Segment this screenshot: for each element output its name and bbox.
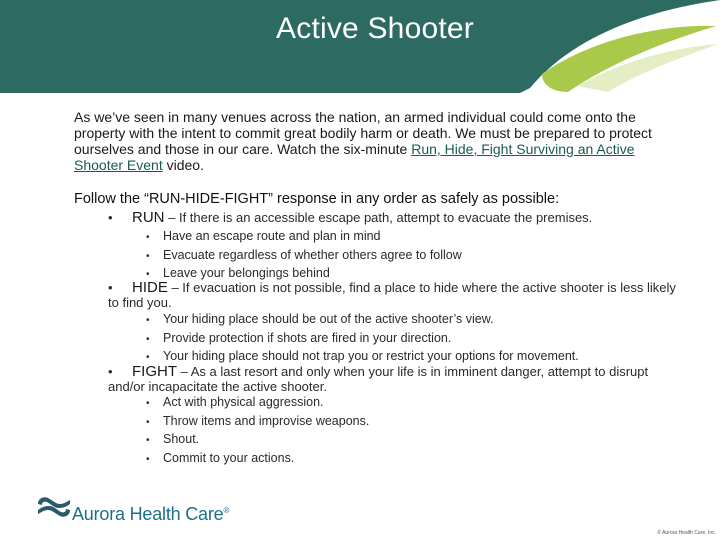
registered-mark: ® [223,506,230,515]
intro-paragraph [74,109,686,173]
slide-title: Active Shooter [276,12,474,45]
list-item: • Throw items and improvise weapons. [146,413,706,432]
response-heading: Follow the “RUN-HIDE-FIGHT” response in any order as safely as possible: [74,191,560,207]
intro-text: As we’ve seen in many venues across the nation, an armed individual could come onto the property with the intent to commit great bodily harm or death. We must be prepared to protect ourselves and those in our care. Watch the six-minute [74,109,652,157]
list-item: • Commit to your actions. [146,450,706,469]
bullet-icon: • [146,315,150,326]
bullet-icon: • [146,416,150,428]
bullet-icon: • [146,398,150,409]
hide-keyword: HIDE [132,279,168,296]
list-item: • Act with physical aggression. [146,394,706,413]
list-item: • Your hiding place should be out of the active shooter’s view. [146,311,706,330]
hide-list [146,311,706,367]
title-banner [0,0,720,93]
list-item: • Have an escape route and plan in mind [146,228,706,247]
bullet-icon: • [146,454,150,466]
hide-description: – If evacuation is not possible, find a place to hide where the active shooter is less likely to find you. [108,280,676,310]
swoosh-graphic [520,0,720,93]
list-item: • Leave your belongings behind [146,265,706,284]
bullet-icon: • [146,333,150,345]
list-item: • Provide protection if shots are fired in your direction. [146,330,706,349]
bullet-icon: • [146,250,150,262]
logo-wordmark: Aurora Health Care® [72,504,230,524]
aurora-logo-icon [36,494,72,520]
bullet-icon: • [146,352,150,364]
video-link[interactable]: Run, Hide, Fight Surviving an Active Shooter Event [74,141,635,173]
bullet-icon: • [108,364,113,379]
bullet-icon: • [146,435,150,447]
list-item: • Your hiding place should not trap you or restrict your options for movement. [146,348,706,367]
hide-section [108,280,678,310]
list-item: • Shout. [146,431,706,450]
fight-keyword: FIGHT [132,363,177,380]
bullet-icon: • [146,232,150,243]
run-description: – If there is an accessible escape path, attempt to evacuate the premises. [164,210,593,225]
copyright-notice: © Aurora Health Care, Inc. [657,530,716,536]
bullet-icon: • [108,280,113,295]
run-list [146,228,706,284]
run-keyword: RUN [132,209,165,226]
bullet-icon: • [108,210,113,225]
list-item: • Evacuate regardless of whether others agree to follow [146,247,706,266]
bullet-icon: • [146,269,150,281]
fight-description: – As a last resort and only when your life is in imminent danger, attempt to disrupt and/or incapacitate the active shooter. [108,364,649,394]
fight-list [146,394,706,469]
fight-section [108,364,668,394]
intro-after: video. [162,157,204,173]
run-section [108,210,688,225]
